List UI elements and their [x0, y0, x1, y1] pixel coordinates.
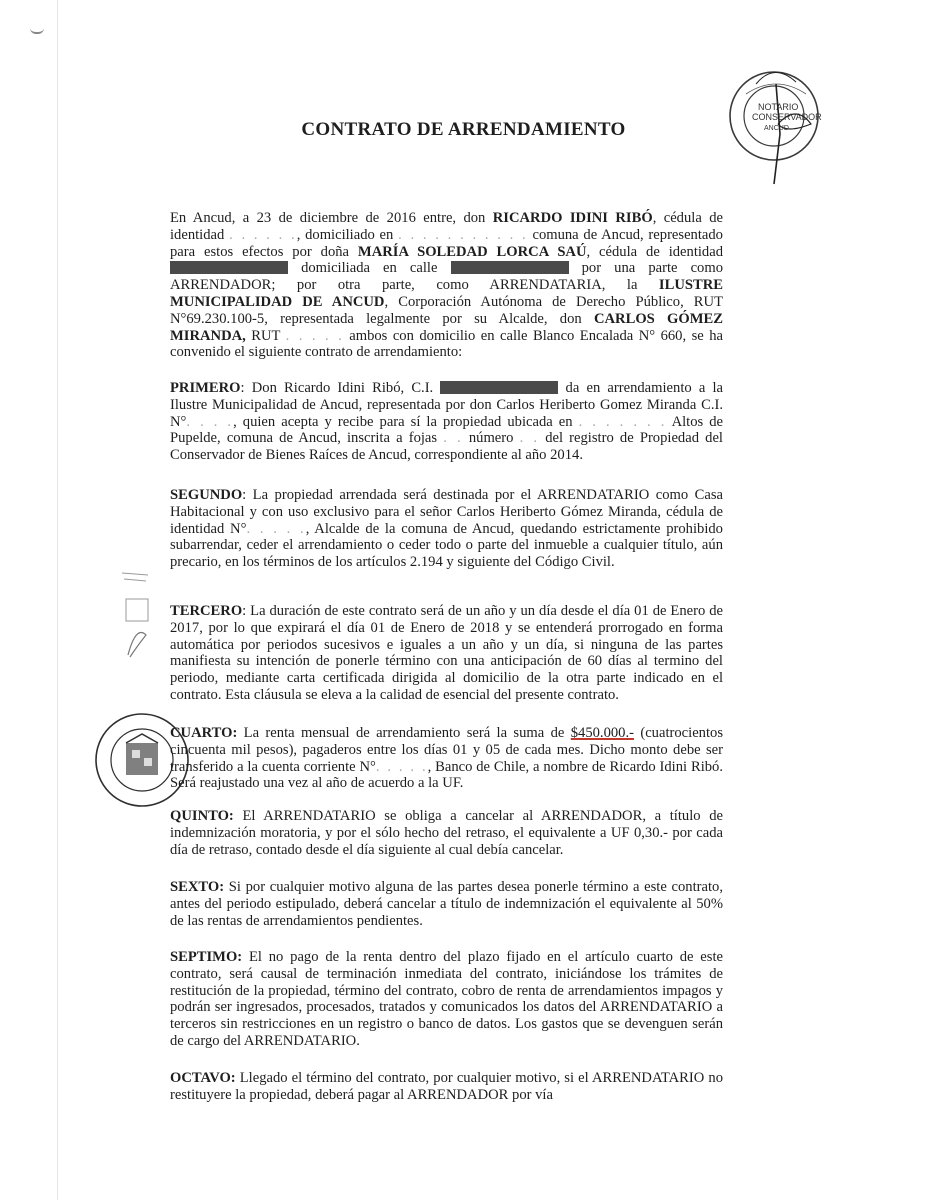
lessee-name: ILUSTRE MUNICIPALIDAD DE ANCUD — [170, 277, 723, 310]
svg-text:NOTARIO: NOTARIO — [758, 102, 799, 112]
mayor-name: CARLOS GÓMEZ MIRANDA, — [170, 310, 723, 344]
redaction-box — [440, 381, 558, 394]
redacted-address: . . . . . . . . . . . — [398, 226, 528, 243]
redacted-number: . . — [519, 430, 540, 447]
clause-primero: PRIMERO: Don Ricardo Idini Ribó, C.I. da en arrendamiento a la Ilustre Municipalidad de Ancud, representada por don Carlos Heriberto Gomez Miranda C.I. N°. . . ., quien acepta y recibe para sí la propiedad ubicada en . . . . . . . Altos de Pupelde, comuna de Ancud, inscrita a fojas . . número . . del registro de Propiedad del Conservador de Bienes Raíces de Ancud, correspondiente al año 2014. — [170, 380, 724, 464]
redacted-address: . . . . . . . — [578, 413, 667, 430]
clause-octavo: OCTAVO: Llegado el término del contrato, por cualquier motivo, si el ARRENDATARIO no restituyere la propiedad, deberá pagar al ARRENDADOR por vía — [170, 1070, 723, 1103]
redacted-id: . . . . . . — [229, 226, 297, 243]
clause-sexto: SEXTO: Si por cualquier motivo alguna de las partes desea ponerle término a este contrato, antes del periodo estipulado, deberá cancelar a título de indemnización el equivalente al 50% de las rentas de arrendamientos pendientes. — [170, 879, 723, 929]
document-title: CONTRATO DE ARRENDAMIENTO — [301, 119, 626, 140]
redacted-fojas: . . — [443, 430, 463, 447]
clause-septimo: SEPTIMO: El no pago de la renta dentro del plazo fijado en el artículo cuarto de este contrato, será causal de terminación inmediata del contrato, iniciándose los trámites de restitución de la propiedad, término del contrato, cobro de renta de arrendamientos impagos y podrán ser ingresados, procesados, tratados y comunicados los datos del ARRENDATARIO a terceros sin restricciones en un registro o banco de datos. Los gastos que se devenguen serán de cargo del ARRENDATARIO. — [170, 949, 723, 1049]
lessor-name: RICARDO IDINI RIBÓ — [492, 210, 653, 226]
clause-quinto: QUINTO: El ARRENDATARIO se obliga a cancelar al ARRENDADOR, a título de indemnización moratoria, y por el sólo hecho del retraso, el equivalente a UF 0,30.- por cada día de retraso, contado desde el día siguiente al cual debía cancelar. — [170, 808, 723, 858]
rent-amount: $450.000.- — [570, 725, 634, 741]
redaction-box — [170, 261, 288, 274]
redacted-id: . . . . . — [246, 520, 306, 537]
redaction-box — [451, 261, 569, 274]
redacted-account: . . . . . — [375, 758, 428, 775]
scan-mark — [30, 28, 44, 34]
clause-segundo: SEGUNDO: La propiedad arrendada será destinada por el ARRENDATARIO como Casa Habitacional y con uso exclusivo para el señor Carlos Heriberto Gómez Miranda, cédula de identidad N°. . . . ., Alcalde de la comuna de Ancud, quedando estrictamente prohibido subarrendar, ceder el arrendamiento o ceder todo o parte del inmueble a cualquier título, aún precario, en los términos de los artículos 2.194 y siguiente del Código Civil. — [170, 487, 723, 571]
representative-name: MARÍA SOLEDAD LORCA SAÚ — [357, 243, 587, 260]
margin-scribbles — [118, 565, 158, 665]
svg-text:ANCUD: ANCUD — [764, 125, 789, 132]
svg-text:CONSERVADOR: CONSERVADOR — [752, 112, 822, 122]
scan-margin-line — [57, 0, 58, 1200]
redacted-rut: . . . . . — [285, 327, 344, 344]
intro-paragraph: En Ancud, a 23 de diciembre de 2016 entre, don RICARDO IDINI RIBÓ, cédula de identidad . . . . . ., domiciliado en . . . . . . . . . . . comuna de Ancud, representado para estos efectos por doña MARÍA SOLEDAD LORCA SAÚ, cédula de identidad domiciliada en calle por una parte como ARRENDADOR; por otra parte, como ARRENDATARIA, la ILUSTRE MUNICIPALIDAD DE ANCUD, Corporación Autónoma de Derecho Público, RUT N°69.230.100-5, representada legalmente por su Alcalde, don CARLOS GÓMEZ MIRANDA, RUT . . . . . ambos con domicilio en calle Blanco Encalada N° 660, se ha convenido el siguiente contrato de arrendamiento: — [170, 210, 724, 361]
redacted-id: . . . . — [186, 413, 234, 430]
clause-tercero: TERCERO: La duración de este contrato será de un año y un día desde el día 01 de Enero de 2017, por lo que expirará el día 01 de Enero de 2018 y se entenderá prorrogado en forma automática por periodos sucesivos e iguales a un año y un día, si ninguna de las partes manifiesta su intención de ponerle término con una anticipación de 60 días al termino del periodo, mediante carta certificada dirigida al domicilio de la otra parte indicado en el contrato. Esta cláusula se eleva a la calidad de esencial del presente contrato. — [170, 603, 723, 703]
clause-cuarto: CUARTO: La renta mensual de arrendamiento será la suma de $450.000.- (cuatrocientos cincuenta mil pesos), pagaderos entre los días 01 y 05 de cada mes. Dicho monto debe ser transferido a la cuenta corriente N°. . . . ., Banco de Chile, a nombre de Ricardo Idini Ribó. Será reajustado una vez al año de acuerdo a la UF. — [170, 725, 723, 792]
